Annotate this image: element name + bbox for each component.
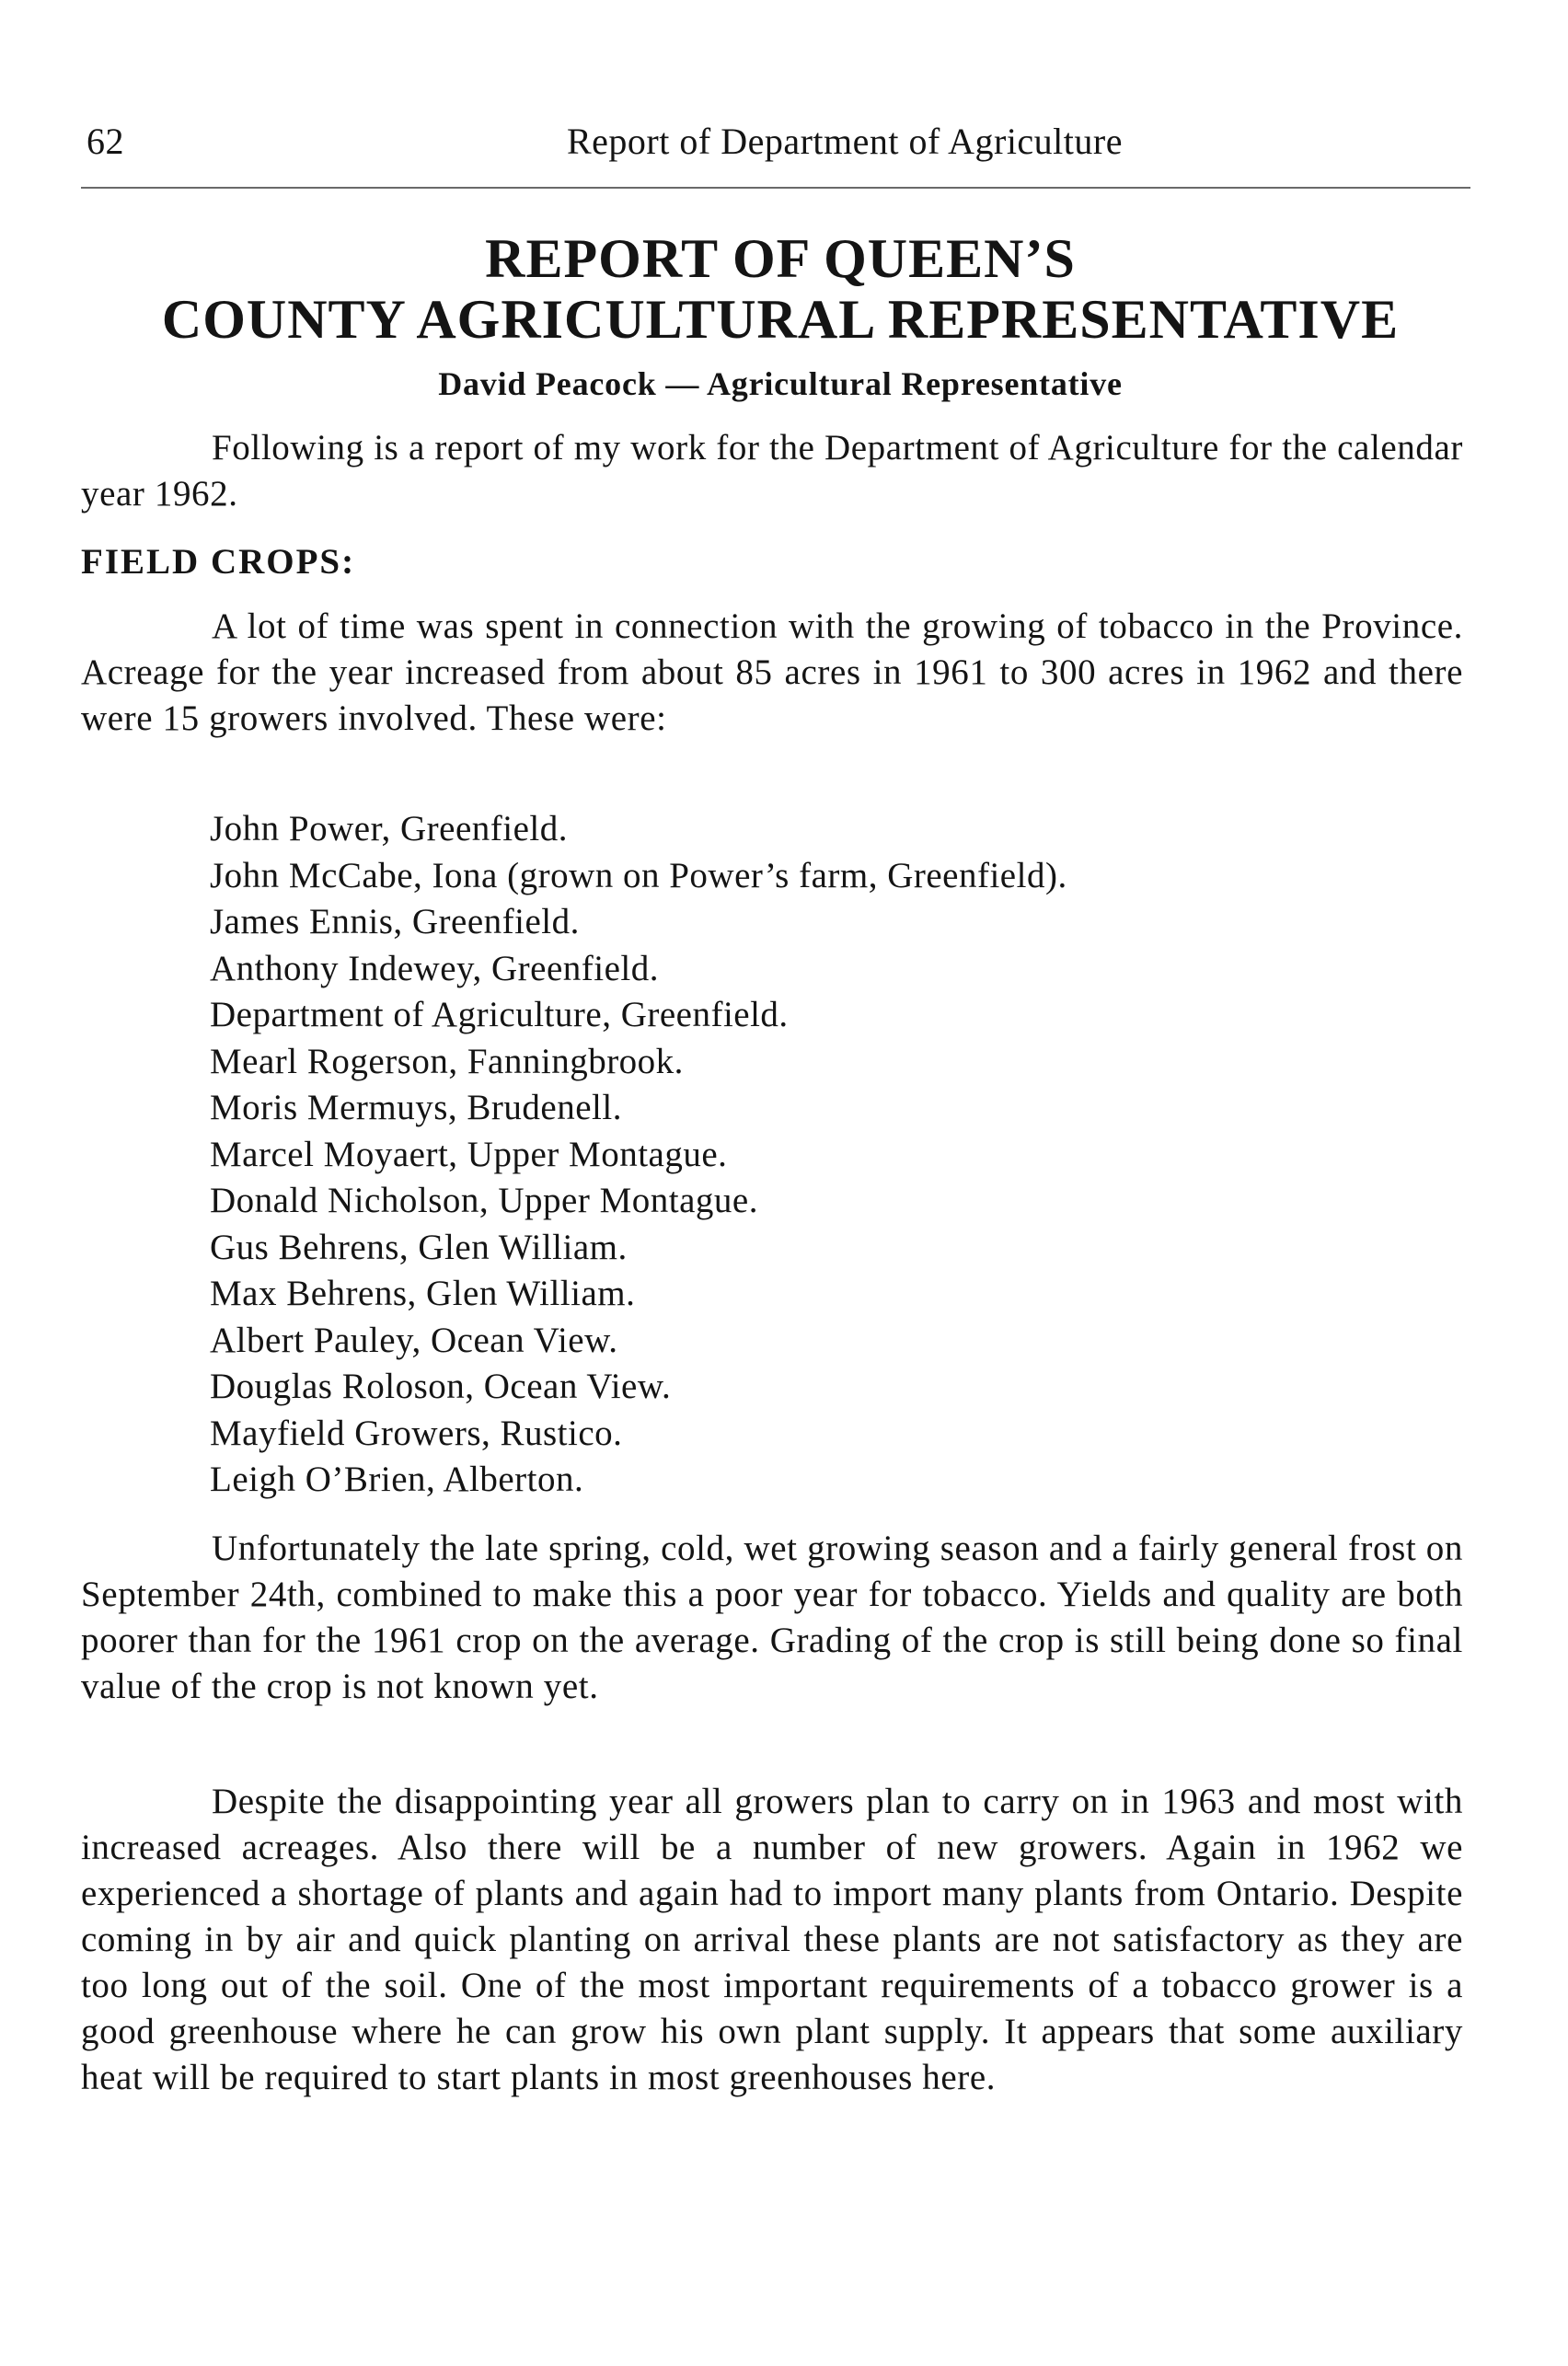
- grower-list: [210, 806, 1067, 1504]
- grower-list-item: Donald Nicholson, Upper Montague.: [210, 1181, 758, 1220]
- tobacco-paragraph: A lot of time was spent in connection with the growing of tobacco in the Province. Acreage for the year increased from about 85 acres in 1961 to 300 acres in 1962 and there were 15 growers involved. These were:: [81, 606, 1463, 738]
- intro-paragraph: Following is a report of my work for the Department of Agriculture for the calendar year 1962.: [81, 428, 1463, 514]
- running-title: Report of Department of Agriculture: [567, 121, 1123, 162]
- grower-list-item: Mayfield Growers, Rustico.: [210, 1413, 623, 1453]
- report-title: [81, 228, 1480, 350]
- grower-list-item: Leigh O’Brien, Alberton.: [210, 1460, 584, 1499]
- grower-list-item: James Ennis, Greenfield.: [210, 902, 580, 941]
- grower-list-item: Gus Behrens, Glen William.: [210, 1227, 628, 1267]
- grower-list-item: Max Behrens, Glen William.: [210, 1274, 636, 1313]
- running-header: [81, 120, 1480, 171]
- section-heading-field-crops: FIELD CROPS:: [81, 542, 356, 582]
- grower-list-item: Mearl Rogerson, Fanningbrook.: [210, 1041, 684, 1081]
- outlook-paragraph: Despite the disappointing year all growers plan to carry on in 1963 and most with increased acreages. Also there will be a number of new growers. Again in 1962 we experienced a shortage of plants and again had to import many plants from Ontario. Despite coming in by air and quick planting on arrival these plants are not satisfactory as they are too long out of the soil. One of the most important requirements of a tobacco grower is a good greenhouse where he can grow his own plant supply. It appears that some auxiliary heat will be required to start plants in most greenhouses here.: [81, 1782, 1463, 2097]
- season-paragraph: Unfortunately the late spring, cold, wet growing season and a fairly general frost on September 24th, combined to make this a poor year for tobacco. Yields and quality are both poorer than for the 1961 crop on the average. Grading of the crop is still being done so final value of the crop is not known yet.: [81, 1529, 1463, 1706]
- grower-list-item: Department of Agriculture, Greenfield.: [210, 995, 789, 1034]
- page-number: 62: [86, 121, 124, 162]
- author-byline: David Peacock — Agricultural Representative: [438, 365, 1123, 402]
- grower-list-item: John Power, Greenfield.: [210, 809, 569, 848]
- grower-list-item: Anthony Indewey, Greenfield.: [210, 948, 659, 988]
- grower-list-item: Douglas Roloson, Ocean View.: [210, 1367, 672, 1406]
- header-rule: [81, 187, 1470, 189]
- report-title-line-2: COUNTY AGRICULTURAL REPRESENTATIVE: [161, 289, 1400, 350]
- grower-list-item: John McCabe, Iona (grown on Power’s farm, Greenfield).: [210, 855, 1067, 895]
- grower-list-item: Moris Mermuys, Brudenell.: [210, 1088, 622, 1127]
- report-title-line-1: REPORT OF QUEEN’S: [485, 228, 1076, 289]
- grower-list-item: Albert Pauley, Ocean View.: [210, 1320, 618, 1360]
- grower-list-item: Marcel Moyaert, Upper Montague.: [210, 1134, 728, 1174]
